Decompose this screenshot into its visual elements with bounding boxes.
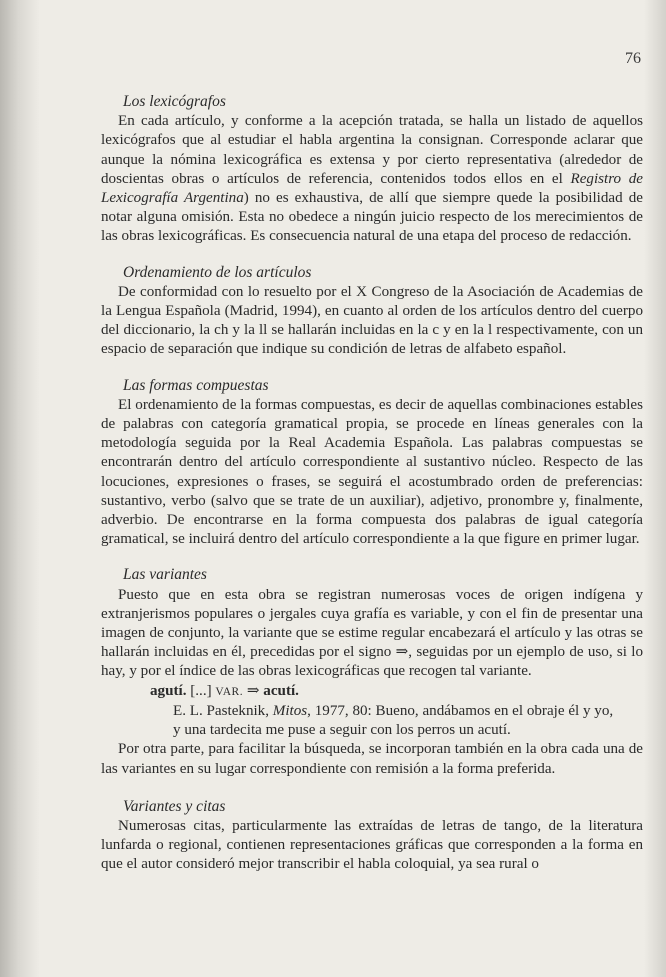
paragraph: Puesto que en esta obra se registran numerosas voces de origen indígena y extranjerismos populares o jergales cuya grafía es variable, y con el fin de presentar una imagen de conjunto, la variante que se estime regular encabezará el artículo y las otras se hallarán incluidas en él, precedidas por el signo ⇒, seguidas por un ejemplo de uso, si lo hay, y por el índice de las obras lexicográficas que recogen tal variante.: [101, 586, 643, 680]
section-variantes: [101, 565, 643, 778]
example-variant: acutí.: [263, 682, 299, 699]
section-heading: Las variantes: [123, 566, 207, 584]
paragraph: Numerosas citas, particularmente las extraídas de letras de tango, de la literatura lunfarda o regional, contienen representaciones gráficas que corresponden a la forma en que el autor consideró mejor transcribir el habla coloquial, ya sea rural o: [101, 817, 643, 873]
section-heading: Las formas compuestas: [123, 376, 269, 394]
example-headword: agutí.: [150, 682, 187, 699]
section-ordenamiento: [101, 263, 643, 360]
section-heading: Los lexicógrafos: [123, 93, 226, 110]
example-entry: [150, 682, 643, 702]
paragraph: El ordenamiento de la formas compuestas, es decir de aquellas combinaciones estables de palabras con categoría gramatical propia, se procede en líneas generales con la metodología seguida por la Real Academia Española. Las palabras compuestas se encontrarán dentro del artículo correspondiente al sustantivo núcleo. Respecto de las locuciones, expresiones o frases, se seguirá el acostumbrado orden de preferencias: sustantivo, verbo (salvo que se trate de un auxiliar), adjetivo, pronombre y, finalmente, adverbio. De encontrarse en la forma compuesta dos palabras de igual categoría gramatical, se incluirá dentro del artículo correspondiente a la que figure en primer lugar.: [101, 396, 643, 548]
section-lexicografos: [101, 92, 643, 247]
variant-abbreviation: VAR.: [215, 685, 244, 698]
example-ellipsis: [...]: [186, 682, 216, 699]
work-title: Registro de Lexicografía Argentina: [101, 170, 643, 207]
variant-arrow: ⇒: [243, 682, 264, 699]
paragraph-text: ) no es exhaustiva, de allí que siempre quede la posibilidad de notar alguna omisión. Esta no obedece a ningún juicio respecto de los merecimientos de las obras lexicográficas. Es consecuencia natural de una etapa del proceso de redacción.: [101, 190, 643, 245]
paragraph: De conformidad con lo resuelto por el X Congreso de la Asociación de Academias de la Lengua Española (Madrid, 1994), en cuanto al orden de los artículos dentro del cuerpo del diccionario, la ch y la ll se hallarán incluidas en la c y en la l respectivamente, con un espacio de separación que indique su condición de letras de alfabeto español.: [101, 283, 643, 358]
paragraph: Por otra parte, para facilitar la búsqueda, se incorporan también en la obra cada una de las variantes en su lugar correspondiente con remisión a la forma preferida.: [101, 741, 643, 777]
example-quote: [171, 702, 643, 740]
section-heading: Variantes y citas: [123, 797, 226, 815]
page-edge-shadow: [644, 0, 666, 977]
quote-continuation: y una tardecita me puse a seguir con los perros un acutí.: [173, 722, 511, 739]
quote-reference: , 1977, 80: Bueno, andábamos en el obraje él y yo,: [307, 702, 614, 719]
page-gutter-shadow: [0, 0, 40, 977]
page-body: [101, 92, 643, 875]
quote-author: E. L. Pasteknik,: [173, 702, 273, 719]
section-heading: Ordenamiento de los artículos: [123, 263, 312, 281]
page-number: 76: [625, 50, 641, 67]
paragraph-text: En cada artículo, y conforme a la acepción tratada, se halla un listado de aquellos lexicógrafos que al estudiar el habla argentina la consignan. Corresponde aclarar que aunque la nómina lexicográfica es extensa y por cierto representativa (alrededor de doscientas obras o artículos de referencia, contenidos todos ellos en el: [101, 113, 643, 187]
section-formas-compuestas: [101, 376, 643, 550]
section-variantes-citas: [101, 797, 643, 875]
paragraph: [101, 112, 643, 246]
quote-work-title: Mitos: [272, 702, 308, 719]
